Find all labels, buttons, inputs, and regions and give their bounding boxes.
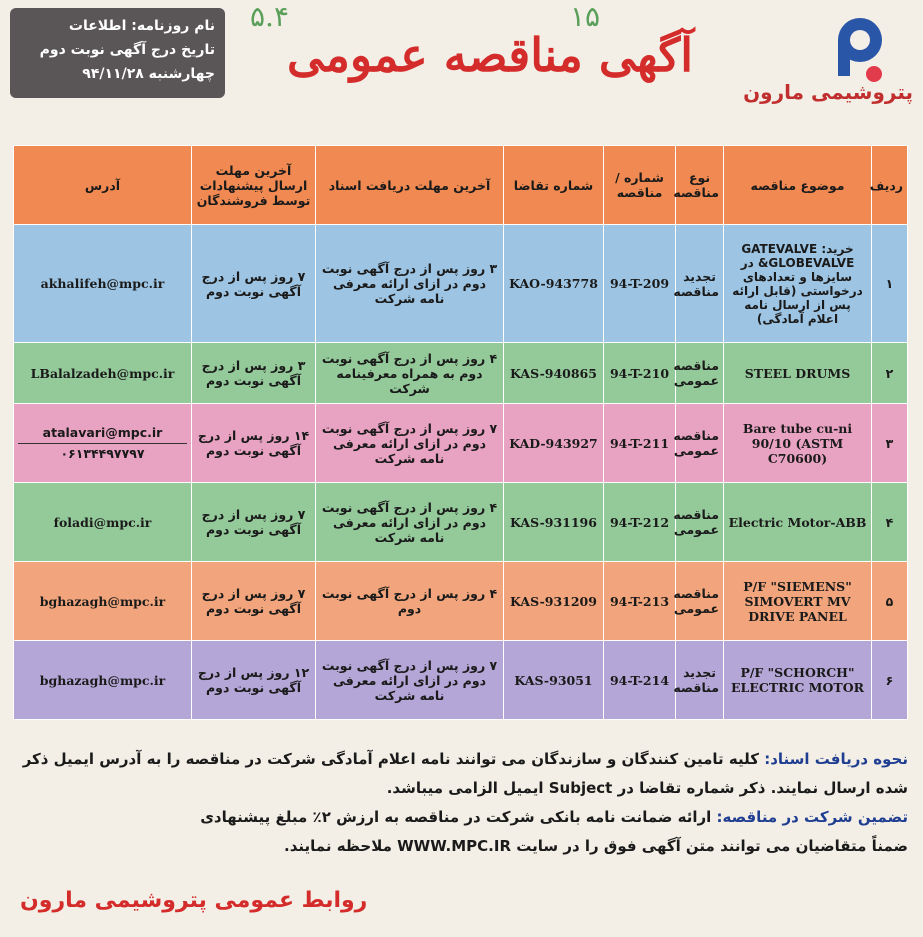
newspaper-info-box: [10, 8, 225, 98]
header-subject: موضوع مناقصه: [724, 146, 872, 225]
handwritten-mark-right: ۱۵: [570, 0, 601, 33]
cell-subject: خرید: GATEVALVE &GLOBEVALVE در سایزها و تعدادهای درخواستی (قابل ارائه پس از ارسال نامه اعلام آمادگی): [724, 225, 872, 343]
cell-row-number: ۳: [872, 404, 908, 483]
header-row-number: ردیف: [872, 146, 908, 225]
cell-offer-deadline: ۷ روز پس از درج آگهی نوبت دوم: [192, 562, 316, 641]
cell-contact: [14, 404, 192, 483]
cell-document-deadline: ۷ روز پس از درج آگهی نوبت دوم در ازای ارائه معرفی نامه شرکت: [316, 641, 504, 720]
cell-request-number: KAS-931196: [504, 483, 604, 562]
info-publish-date: چهارشنبه ۹۴/۱۱/۲۸: [82, 66, 215, 82]
website-note: ضمناً متقاضیان می توانند متن آگهی فوق را در سایت WWW.MPC.IR ملاحظه نمایند.: [284, 837, 908, 855]
header-request-number: شماره تقاضا: [504, 146, 604, 225]
cell-type: مناقصه عمومی: [676, 404, 724, 483]
table-row: [14, 562, 908, 641]
public-relations-signature: روابط عمومی پتروشیمی مارون: [20, 888, 368, 913]
guarantee-text: ارائه ضمانت نامه بانکی شرکت در مناقصه به ارزش ۲٪ مبلغ پیشنهادی: [200, 808, 712, 826]
cell-phone-number: ۰۶۱۳۴۴۹۷۷۹۷: [18, 443, 187, 461]
table-row: [14, 404, 908, 483]
cell-row-number: ۲: [872, 343, 908, 404]
cell-offer-deadline: ۱۲ روز پس از درج آگهی نوبت دوم: [192, 641, 316, 720]
header-type: نوع مناقصه: [676, 146, 724, 225]
cell-offer-deadline: ۳ روز پس از درج آگهی نوبت دوم: [192, 343, 316, 404]
cell-email-address[interactable]: atalavari@mpc.ir: [42, 425, 163, 440]
cell-request-number: KAS-931209: [504, 562, 604, 641]
cell-request-number: KAO-943778: [504, 225, 604, 343]
cell-request-number: KAS-940865: [504, 343, 604, 404]
cell-request-number: KAS-93051: [504, 641, 604, 720]
guarantee-label: تضمین شرکت در مناقصه:: [716, 808, 908, 826]
docs-text: کلیه تامین کنندگان و سازندگان می توانند نامه اعلام آمادگی شرکت در مناقصه را به آدرس ایمیل ذکر شده ارسال نمایند. ذکر شماره تقاضا در Subject ایمیل الزامی میباشد.: [22, 750, 908, 797]
docs-paragraph: [15, 745, 908, 803]
table-row: [14, 483, 908, 562]
header-address: آدرس: [14, 146, 192, 225]
table-row: [14, 641, 908, 720]
cell-type: تجدید مناقصه: [676, 641, 724, 720]
cell-type: تجدید مناقصه: [676, 225, 724, 343]
cell-offer-deadline: ۷ روز پس از درج آگهی نوبت دوم: [192, 483, 316, 562]
cell-tender-number: 94-T-211: [604, 404, 676, 483]
cell-subject: STEEL DRUMS: [724, 343, 872, 404]
header-document-deadline: آخرین مهلت دریافت اسناد: [316, 146, 504, 225]
cell-tender-number: 94-T-212: [604, 483, 676, 562]
footer-notes: [15, 745, 908, 861]
info-newspaper: نام روزنامه: اطلاعات: [68, 18, 215, 34]
cell-request-number: KAD-943927: [504, 404, 604, 483]
cell-subject: P/F "SIEMENS" SIMOVERT MV DRIVE PANEL: [724, 562, 872, 641]
cell-document-deadline: ۴ روز پس از درج آگهی نوبت دوم به همراه معرفینامه شرکت: [316, 343, 504, 404]
cell-offer-deadline: ۷ روز پس از درج آگهی نوبت دوم: [192, 225, 316, 343]
tender-table: [13, 145, 908, 720]
cell-email-address[interactable]: foladi@mpc.ir: [14, 483, 192, 562]
cell-row-number: ۵: [872, 562, 908, 641]
handwritten-mark-left: ۵.۴: [250, 0, 289, 33]
cell-subject: Bare tube cu-ni 90/10 (ASTM C70600): [724, 404, 872, 483]
cell-email-address[interactable]: LBalalzadeh@mpc.ir: [14, 343, 192, 404]
cell-tender-number: 94-T-210: [604, 343, 676, 404]
header-offer-deadline: آخرین مهلت ارسال پیشنهادات توسط فروشندگان: [192, 146, 316, 225]
info-publish-date-label: تاریخ درج آگهی نوبت دوم: [39, 42, 215, 58]
guarantee-paragraph: [15, 803, 908, 832]
cell-email-address[interactable]: akhalifeh@mpc.ir: [14, 225, 192, 343]
cell-row-number: ۴: [872, 483, 908, 562]
cell-document-deadline: ۴ روز پس از درج آگهی نوبت دوم: [316, 562, 504, 641]
docs-label: نحوه دریافت اسناد:: [764, 750, 908, 768]
company-logo-icon: [818, 8, 893, 123]
cell-type: مناقصه عمومی: [676, 562, 724, 641]
cell-row-number: ۶: [872, 641, 908, 720]
cell-email-address[interactable]: bghazagh@mpc.ir: [14, 562, 192, 641]
cell-document-deadline: ۳ روز پس از درج آگهی نوبت دوم در ازای ارائه معرفی نامه شرکت: [316, 225, 504, 343]
table-row: [14, 343, 908, 404]
cell-type: مناقصه عمومی: [676, 343, 724, 404]
company-logo-text: پتروشیمی مارون: [743, 80, 913, 104]
cell-row-number: ۱: [872, 225, 908, 343]
table-row: [14, 225, 908, 343]
cell-tender-number: 94-T-213: [604, 562, 676, 641]
page-title: آگهی مناقصه عمومی: [286, 28, 694, 82]
cell-tender-number: 94-T-209: [604, 225, 676, 343]
cell-subject: P/F "SCHORCH" ELECTRIC MOTOR: [724, 641, 872, 720]
cell-type: مناقصه عمومی: [676, 483, 724, 562]
table-header-row: [14, 146, 908, 225]
cell-document-deadline: ۴ روز پس از درج آگهی نوبت دوم در ازای ارائه معرفی نامه شرکت: [316, 483, 504, 562]
cell-email-address[interactable]: bghazagh@mpc.ir: [14, 641, 192, 720]
cell-subject: Electric Motor-ABB: [724, 483, 872, 562]
cell-tender-number: 94-T-214: [604, 641, 676, 720]
cell-offer-deadline: ۱۴ روز پس از درج آگهی نوبت دوم: [192, 404, 316, 483]
header-tender-number: شماره / مناقصه: [604, 146, 676, 225]
cell-document-deadline: ۷ روز پس از درج آگهی نوبت دوم در ازای ارائه معرفی نامه شرکت: [316, 404, 504, 483]
